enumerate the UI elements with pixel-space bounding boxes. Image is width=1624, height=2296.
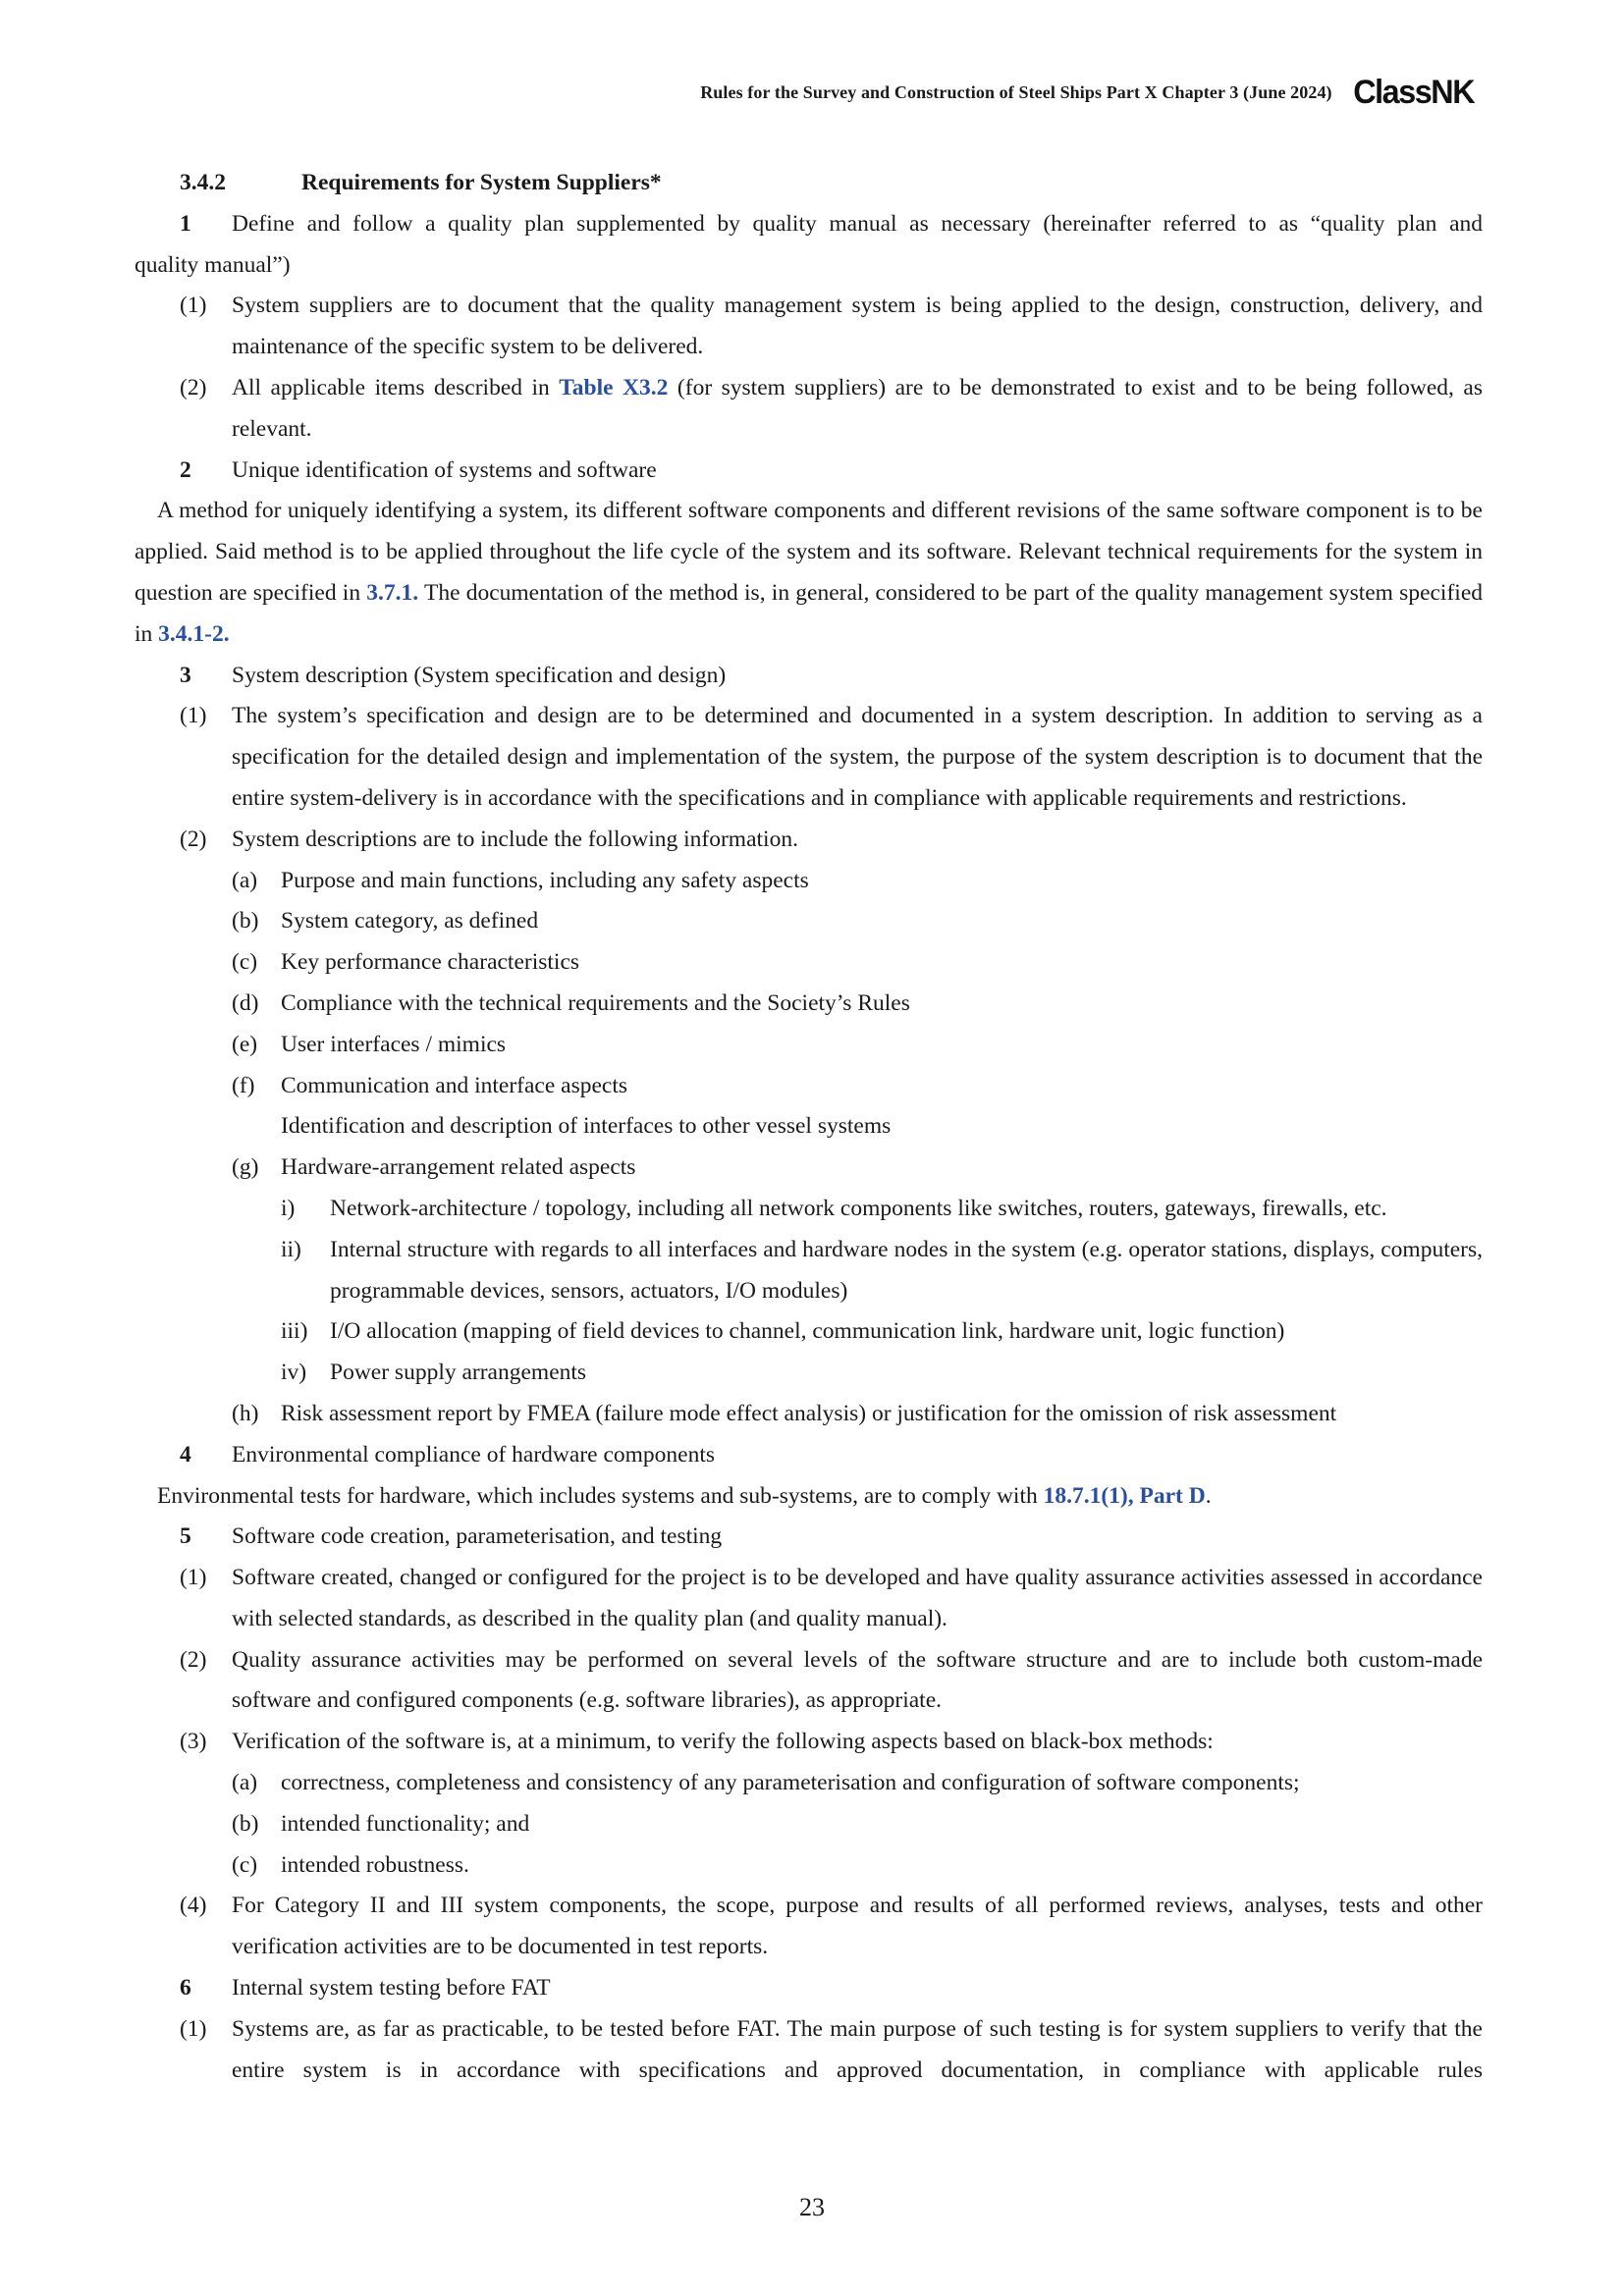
list-label: (1): [180, 1565, 207, 1591]
sub-list-label: (h): [232, 1400, 259, 1426]
sub-list-item: [157, 942, 1483, 984]
sub-list-item: [157, 1763, 1483, 1804]
sub-list-label: (a): [232, 1770, 258, 1796]
ref-3-4-1-2-link[interactable]: 3.4.1-2.: [158, 620, 230, 647]
roman-list-label: iv): [281, 1360, 307, 1386]
list-text-part: (for system suppliers) are to be demonstrated to exist and to be being followed, as relevant.: [232, 374, 1483, 442]
body-text: The documentation of the method is, in general, considered to be part of the quality management system specified in: [135, 579, 1483, 647]
list-text: For Category II and III system components, the scope, purpose and results of all performed reviews, analyses, tests and other verification activities are to be documented in test reports.: [232, 1893, 1483, 1960]
sub-list-text: Purpose and main functions, including any safety aspects: [281, 867, 809, 893]
sub-list-text: Risk assessment report by FMEA (failure mode effect analysis) or justification for the omission of risk assessment: [281, 1400, 1337, 1426]
sub-list-item: [157, 1394, 1483, 1435]
sub-list-text: intended functionality; and: [281, 1810, 530, 1837]
section-number: 3.4.2: [180, 170, 226, 195]
paragraph-number: 2: [180, 456, 191, 483]
paragraph-number: 6: [180, 1975, 191, 2002]
paragraph-1-continuation: quality manual”): [135, 251, 291, 278]
sub-list-label: (a): [232, 867, 258, 893]
list-label: (1): [180, 703, 207, 729]
roman-list-text: Power supply arrangements: [330, 1360, 587, 1386]
ref-3-7-1-link[interactable]: 3.7.1.: [366, 579, 419, 606]
list-text: Verification of the software is, at a minimum, to verify the following aspects based on black-box methods:: [232, 1729, 1214, 1755]
sub-list-label: (c): [232, 949, 258, 976]
sub-list-text: Compliance with the technical requirements and the Society’s Rules: [281, 989, 910, 1016]
classnk-logo: ClassNK: [1352, 73, 1474, 111]
paragraph-number: 3: [180, 662, 191, 688]
sub-list-item: [157, 1066, 1483, 1107]
list-label: (2): [180, 1646, 207, 1673]
header-title: Rules for the Survey and Construction of Steel Ships Part X Chapter 3 (June 2024): [700, 81, 1332, 102]
list-text-part: All applicable items described in: [232, 374, 560, 400]
sub-list-text: User interfaces / mimics: [281, 1031, 507, 1057]
list-text: Software created, changed or configured for the project is to be developed and have quality assurance activities assessed in accordance with selected standards, as described in the quality plan (and quality manual).: [232, 1565, 1483, 1631]
roman-list-text: Network-architecture / topology, including all network components like switches, routers, gateways, firewalls, etc.: [330, 1195, 1387, 1221]
paragraph-2-heading: [157, 451, 1483, 492]
list-item: [157, 1722, 1483, 1763]
list-text: [232, 368, 1483, 451]
list-item: [157, 1640, 1483, 1723]
ref-18-7-1-part-d-link[interactable]: 18.7.1(1), Part D: [1043, 1482, 1206, 1509]
paragraph-4-heading: [157, 1435, 1483, 1476]
sub-list-item: [157, 861, 1483, 902]
paragraph-3-heading: [157, 656, 1483, 697]
roman-list-label: iii): [281, 1318, 308, 1345]
sub-list-text: Communication and interface aspects: [281, 1072, 628, 1098]
list-label: (2): [180, 826, 207, 852]
paragraph-title: Internal system testing before FAT: [232, 1975, 551, 2002]
sub-list-text: Key performance characteristics: [281, 949, 580, 976]
sub-list-item: [157, 984, 1483, 1025]
roman-list-label: ii): [281, 1236, 301, 1262]
list-label: (1): [180, 293, 207, 319]
sub-list-text: intended robustness.: [281, 1851, 469, 1878]
sub-list-text: Hardware-arrangement related aspects: [281, 1154, 636, 1181]
paragraph-title: Software code creation, parameterisation, and testing: [232, 1523, 723, 1550]
list-text: Systems are, as far as practicable, to be tested before FAT. The main purpose of such testing is for system suppliers to verify that the entire system is in accordance with specifications and approved documentation, in compliance with applicable rules: [232, 2015, 1483, 2083]
body-text: A method for uniquely identifying a system, its different software components and different revisions of the same software component is to be applied. Said method is to be applied throughout the life cycle of the system and its software. Relevant technical requirements for the system in question are specified in: [135, 498, 1483, 606]
list-item: [157, 696, 1483, 819]
sub-list-label: (b): [232, 908, 259, 934]
list-label: (1): [180, 2015, 207, 2042]
list-item: [157, 368, 1483, 451]
sub-list-item: [157, 901, 1483, 942]
paragraph-title: Environmental compliance of hardware components: [232, 1441, 716, 1468]
sub-list-text: correctness, completeness and consistency of any parameterisation and configuration of software components;: [281, 1770, 1300, 1796]
paragraph-title: System description (System specification and design): [232, 662, 727, 688]
list-text: Quality assurance activities may be performed on several levels of the software structure and are to include both custom-made software and configured components (e.g. software libraries), as appropriate.: [232, 1646, 1483, 1714]
sub-list-label: (f): [232, 1072, 255, 1098]
list-text: System suppliers are to document that the quality management system is being applied to the design, construction, delivery, and maintenance of the specific system to be delivered.: [232, 293, 1483, 360]
paragraph-number: 4: [180, 1441, 191, 1468]
sub-list-text: System category, as defined: [281, 908, 539, 934]
page-number: 23: [799, 2193, 825, 2221]
roman-list-item: [157, 1189, 1483, 1230]
list-item: [157, 286, 1483, 368]
section-heading: [157, 163, 1483, 204]
paragraph-text: Define and follow a quality plan supplemented by quality manual as necessary (hereinafter referred to as “quality plan and: [232, 210, 1483, 237]
sub-list-label: (e): [232, 1031, 258, 1057]
list-item: [157, 2009, 1483, 2092]
list-item: [157, 820, 1483, 861]
paragraph-title: Unique identification of systems and software: [232, 456, 657, 483]
list-label: (4): [180, 1893, 207, 1919]
list-text: System descriptions are to include the following information.: [232, 826, 798, 852]
list-label: (2): [180, 374, 207, 400]
paragraph-5-heading: [157, 1517, 1483, 1558]
paragraph-number: 5: [180, 1523, 191, 1550]
list-label: (3): [180, 1729, 207, 1755]
list-text: The system’s specification and design are to be determined and documented in a system description. In addition to serving as a specification for the detailed design and implementation of the system, the purpose of the system description is to document that the entire system-delivery is in accordance with the specifications and in compliance with applicable requirements and restrictions.: [232, 703, 1483, 811]
paragraph-4-body: [135, 1476, 1483, 1518]
roman-list-label: i): [281, 1195, 296, 1221]
list-item: [157, 1558, 1483, 1640]
roman-list-text: Internal structure with regards to all interfaces and hardware nodes in the system (e.g. operator stations, displays, computers, programmable devices, sensors, actuators, I/O modules): [330, 1236, 1483, 1304]
roman-list-text: I/O allocation (mapping of field devices to channel, communication link, hardware unit, logic function): [330, 1318, 1285, 1345]
sub-list-item: [157, 1148, 1483, 1189]
sub-list-item: [157, 1025, 1483, 1066]
sub-list-continuation: Identification and description of interfaces to other vessel systems: [281, 1113, 892, 1140]
body-text: .: [1205, 1482, 1212, 1509]
sub-list-label: (c): [232, 1851, 258, 1878]
paragraph-2-body: [135, 491, 1483, 655]
list-item: [157, 1886, 1483, 1968]
paragraph-number: 1: [180, 210, 191, 237]
sub-list-item: [157, 1845, 1483, 1887]
roman-list-item: [157, 1311, 1483, 1353]
section-title: Requirements for System Suppliers*: [301, 170, 662, 195]
sub-list-item: [157, 1804, 1483, 1845]
body-text: Environmental tests for hardware, which includes systems and sub-systems, are to comply with: [157, 1482, 1044, 1509]
roman-list-item: [157, 1353, 1483, 1394]
sub-list-label: (b): [232, 1810, 259, 1837]
sub-list-label: (d): [232, 989, 259, 1016]
document-body: [135, 163, 1483, 2091]
page-header: [700, 73, 1477, 112]
table-x3-2-link[interactable]: Table X3.2: [559, 374, 669, 400]
sub-list-label: (g): [232, 1154, 259, 1181]
paragraph-6-heading: [157, 1968, 1483, 2009]
paragraph-1-heading: [157, 204, 1483, 245]
roman-list-item: [157, 1230, 1483, 1312]
